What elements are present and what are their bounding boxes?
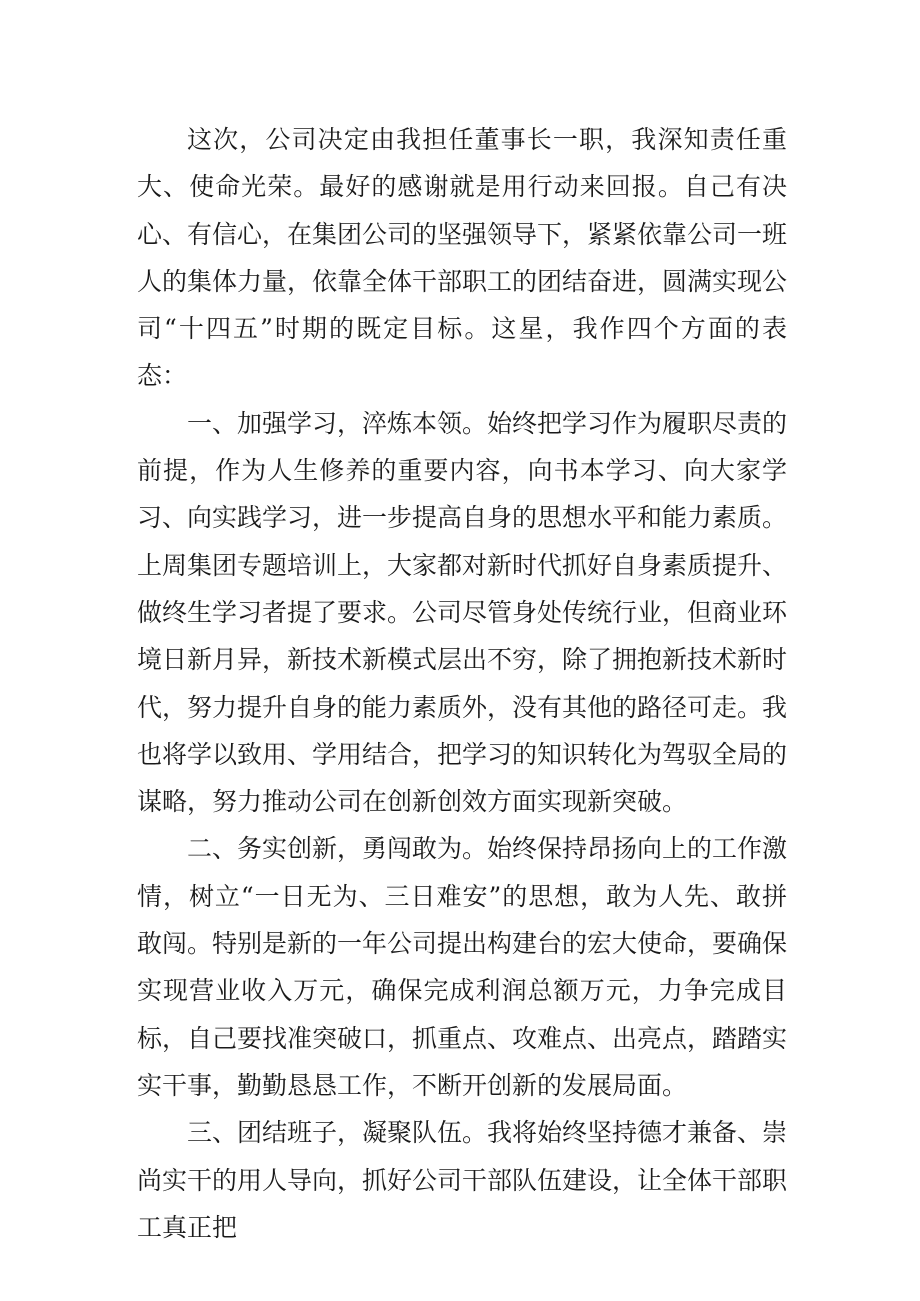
paragraph-point-3: 三、团结班子，凝聚队伍。我将始终坚持德才兼备、崇尚实干的用人导向，抓好公司干部队伍建设，让全体干部职工真正把 [137,1118,788,1242]
paragraph-point-1: 一、加强学习，淬炼本领。始终把学习作为履职尽责的前提，作为人生修养的重要内容，向书本学习、向大家学习、向实践学习，进一步提高自身的思想水平和能力素质。上周集团专题培训上，大家都对新时代抓好自身素质提升、做终生学习者提了要求。公司尽管身处传统行业，但商业环境日新月异，新技术新模式层出不穷，除了拥抱新技术新时代，努力提升自身的能力素质外，没有其他的路径可走。我也将学以致用、学用结合，把学习的知识转化为驾驭全局的谋略，努力推动公司在创新创效方面实现新突破。 [137,408,788,817]
document-body [137,116,787,1251]
paragraph-intro: 这次，公司决定由我担任董事长一职，我深知责任重大、使命光荣。最好的感谢就是用行动来回报。自己有决心、有信心，在集团公司的坚强领导下，紧紧依靠公司一班人的集体力量，依靠全体干部职工的团结奋进，圆满实现公司“十四五”时期的既定目标。这星，我作四个方面的表态： [137,125,788,391]
paragraph-point-2: 二、务实创新，勇闯敢为。始终保持昂扬向上的工作激情，树立“一日无为、三日难安”的思想，敢为人先、敢拼敢闯。特别是新的一年公司提出构建台的宏大使命，要确保实现营业收入万元，确保完成利润总额万元，力争完成目标，自己要找准突破口，抓重点、攻难点、出亮点，踏踏实实干事，勤勤恳恳工作，不断开创新的发展局面。 [137,834,788,1100]
